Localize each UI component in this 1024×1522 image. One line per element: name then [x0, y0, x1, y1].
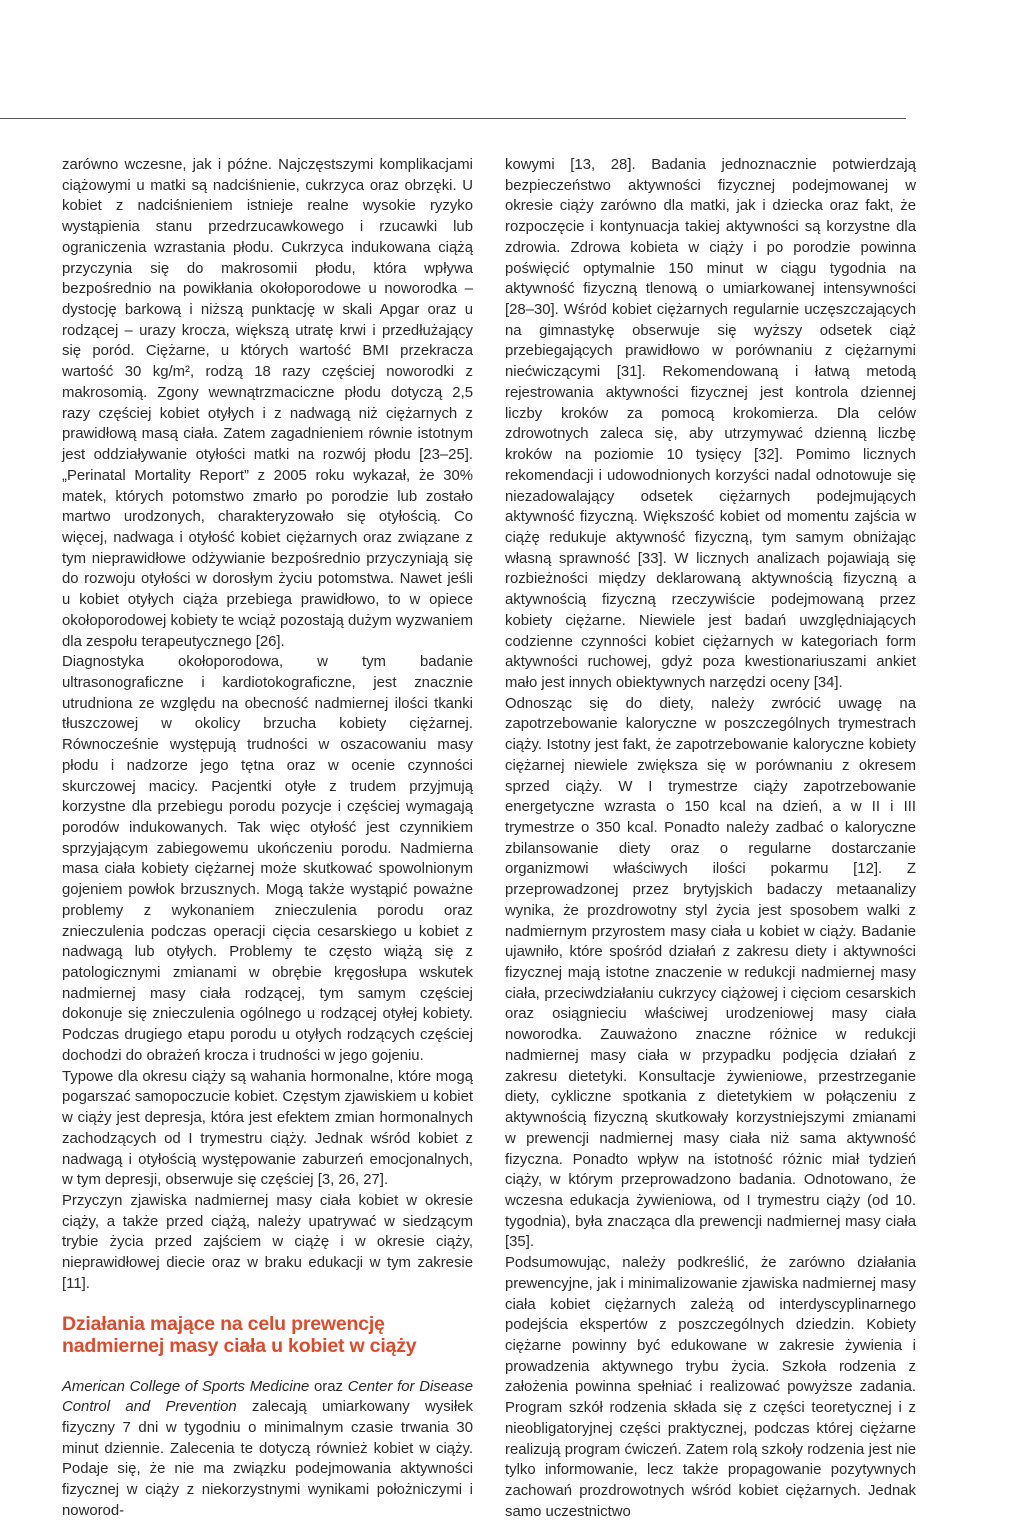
inline-text: zalecają umiarkowany wysiłek fizyczny 7 dni w tygodniu o minimalnym czasie trwania 30 minut dziennie. Zalecenia te dotyczą również kobiet w ciąży. Podaje się, że nie ma związku podejmowania aktywności fizycznej w ciąży z niekorzystnymi wynikami położniczymi i noworod- [62, 1399, 473, 1519]
body-paragraph: Przyczyn zjawiska nadmiernej masy ciała kobiet w okresie ciąży, a także przed ciążą, należy upatrywać w siedzącym trybie życia przed zajściem w ciążę i w okresie ciąży, nieprawidłowej diecie oraz w braku edukacji w tym zakresie [11]. [62, 1192, 473, 1292]
header-rule [0, 118, 906, 119]
left-column [62, 155, 473, 1522]
body-paragraph: Podsumowując, należy podkreślić, że zarówno działania prewencyjne, jak i minimalizowanie zjawiska nadmiernej masy ciała kobiet ciężarnych zależą od interdyscyplinarnego podejścia ekspertów z poszczególnych dziedzin. Kobiety ciężarne powinny być edukowane w zakresie żywienia i prowadzenia aktywnego trybu życia. Szkoła rodzenia z założenia powinna spełniać i realizować powyższe zadania. Program szkół rodzenia składa się z części teoretycznej i z nieobligatoryjnej części praktycznej, podczas której ciężarne realizują program ćwiczeń. Zatem rolą szkoły rodzenia jest nie tylko informowanie, lecz także propagowanie pozytywnych zachowań prozdrowotnych wśród kobiet ciężarnych. Jednak samo uczestnictwo [505, 1255, 916, 1520]
body-paragraph: zarówno wczesne, jak i późne. Najczęstszymi komplikacjami ciążowymi u matki są nadciśnienie, cukrzyca oraz obrzęki. U kobiet z nadciśnieniem istnieje realne wysokie ryzyko wystąpienia stanu przedrzucawkowego i rzucawki lub ograniczenia wzrastania płodu. Cukrzyca indukowana ciążą przyczynia się do makrosomii płodu, która wpływa bezpośrednio na powikłania okołoporodowe u noworodka – dystocję barkową i niższą punktację w skali Apgar oraz u rodzącej – urazy krocza, większą utratę krwi i przedłużający się poród. Ciężarne, u których wartość BMI przekracza wartość 30 kg/m², rodzą 18 razy częściej noworodki z makrosomią. Zgony wewnątrzmaciczne płodu dotyczą 2,5 razy częściej kobiet otyłych i z nadwagą niż ciężarnych z prawidłową masą ciała. Zatem zagadnieniem równie istotnym jest oddziaływanie otyłości matki na rozwój płodu [23–25]. „Perinatal Mortality Report” z 2005 roku wykazał, że 30% matek, których potomstwo zmarło po porodzie lub zostało martwo urodzonych, charakteryzowało się otyłością. Co więcej, nadwaga i otyłość kobiet ciężarnych oraz związane z tym nieprawidłowe odżywianie bezpośrednio przyczyniają się do rozwoju otyłości w dorosłym życiu potomstwa. Nawet jeśli u kobiet otyłych ciąża przebiega prawidłowo, to w opiece okołoporodowej kobiety te wciąż pozostają dużym wyzwaniem dla zespołu terapeutycznego [26]. [62, 157, 473, 650]
organization-name: Center for Disease Control and Prevention [62, 1378, 473, 1416]
organization-name: American College of Sports Medicine [62, 1378, 310, 1395]
section-heading: Działania mające na celu prewencję nadmiernej masy ciała u kobiet w ciąży [62, 1312, 417, 1357]
inline-text: oraz [309, 1378, 348, 1395]
body-paragraph: Odnosząc się do diety, należy zwrócić uwagę na zapotrzebowanie kaloryczne w poszczególnych trymestrach ciąży. Istotny jest fakt, że zapotrzebowanie kaloryczne kobiety ciężarnej niewiele zwiększa się w porównaniu z okresem sprzed ciąży. W I trymestrze ciąży zapotrzebowanie energetyczne wzrasta o 150 kcal na dzień, a w II i III trymestrze o 350 kcal. Ponadto należy zadbać o kaloryczne zbilansowanie diety oraz o regularne dostarczanie organizmowi właściwych ilości pokarmu [12]. Z przeprowadzonej przez brytyjskich badaczy metaanalizy wynika, że prozdrowotny styl życia jest sposobem walki z nadmiernym przyrostem masy ciała u kobiet w ciąży. Badanie ujawniło, które spośród działań z zakresu diety i aktywności fizycznej mają istotne znaczenie w redukcji nadmiernej masy ciała, przeciwdziałaniu cukrzycy ciążowej i cięciom cesarskich oraz osiągnieciu właściwej urodzeniowej masy ciała noworodka. Zauważono znaczne różnice w redukcji nadmiernej masy ciała w przypadku podjęcia działań z zakresu dietetyki. Konsultacje żywieniowe, przestrzeganie diety, cykliczne spotkania z dietetykiem w połączeniu z aktywnością fizyczną skutkowały korzystniejszymi zmianami w prewencji nadmiernej masy ciała niż sama aktywność fizyczna. Ponadto wpływ na istotność różnic miał tydzień ciąży, w którym przeprowadzono badania. Odnotowano, że wczesna edukacja żywieniowa, od I trymestru ciąży (od 10. tygodnia), była znacząca dla prewencji nadmiernej masy ciała [35]. [505, 695, 916, 1251]
body-paragraph: Typowe dla okresu ciąży są wahania hormonalne, które mogą pogarszać samopoczucie kobiet. Częstym zjawiskiem u kobiet w ciąży jest depresja, która jest efektem zmian hormonalnych zachodzących od I trymestru ciąży. Jednak wśród kobiet z nadwagą i otyłością występowanie zaburzeń emocjonalnych, w tym depresji, obserwuje się częściej [3, 26, 27]. [62, 1068, 473, 1189]
body-paragraph [62, 1377, 473, 1522]
body-paragraph: kowymi [13, 28]. Badania jednoznacznie potwierdzają bezpieczeństwo aktywności fizycznej podejmowanej w okresie ciąży zarówno dla matki, jak i dziecka oraz fakt, że rozpoczęcie i kontynuacja takiej aktywności są korzystne dla zdrowia. Zdrowa kobieta w ciąży i po porodzie powinna poświęcić optymalnie 150 minut w ciągu tygodnia na aktywność fizyczną tlenową o umiarkowanej intensywności [28–30]. Wśród kobiet ciężarnych regularnie uczęszczających na gimnastykę obserwuje się wyższy odsetek ciąż przebiegających prawidłowo w porównaniu z ciężarnymi niećwiczącymi [31]. Rekomendowaną i łatwą metodą rejestrowania aktywności fizycznej jest kontrola dziennej liczby kroków za pomocą krokomierza. Dla celów zdrowotnych zaleca się, aby utrzymywać dzienną liczbę kroków na poziomie 10 tysięcy [32]. Pomimo licznych rekomendacji i udowodnionych korzyści nadal odnotowuje się niezadowalający odsetek ciężarnych podejmujących aktywność fizyczną. Większość kobiet od momentu zajścia w ciążę redukuje aktywność fizyczną, tym samym obniżając własną sprawność [33]. W licznych analizach pojawiają się rozbieżności między deklarowaną aktywnością fizyczną a aktywnością fizyczną rzeczywiście podejmowaną przez kobiety ciężarne. Niewiele jest badań uwzględniających codzienne czynności kobiet ciężarnych w kategoriach form aktywności ruchowej, gdyż poza kwestionariuszami ankiet mało jest innych obiektywnych narzędzi oceny [34]. [505, 157, 916, 691]
right-column [505, 155, 916, 1522]
body-paragraph: Diagnostyka okołoporodowa, w tym badanie ultrasonograficzne i kardiotokograficzne, jest znacznie utrudniona ze względu na obecność nadmiernej ilości tkanki tłuszczowej w okolicy brzucha kobiety ciężarnej. Równocześnie występują trudności w oszacowaniu masy płodu i nadzorze jego tętna oraz w ocenie czynności skurczowej macicy. Pacjentki otyłe z trudem przyjmują korzystne dla przebiegu porodu pozycje i częściej wymagają porodów indukowanych. Tak więc otyłość jest czynnikiem sprzyjającym zabiegowemu ukończeniu porodu. Nadmierna masa ciała kobiety ciężarnej może skutkować spowolnionym gojeniem powłok brzusznych. Mogą także wystąpić poważne problemy z wykonaniem znieczulenia porodu oraz znieczulenia podczas operacji cięcia cesarskiego u kobiet z nadwagą lub otyłych. Problemy te często wiążą się z patologicznymi zmianami w obrębie kręgosłupa wskutek nadmiernej masy ciała rodzącej, tym samym częściej dokonuje się znieczulenia ogólnego u rodzącej otyłej kobiety. Podczas drugiego etapu porodu u otyłych rodzących częściej dochodzi do obrażeń krocza i trudności w jego gojeniu. [62, 654, 473, 1064]
